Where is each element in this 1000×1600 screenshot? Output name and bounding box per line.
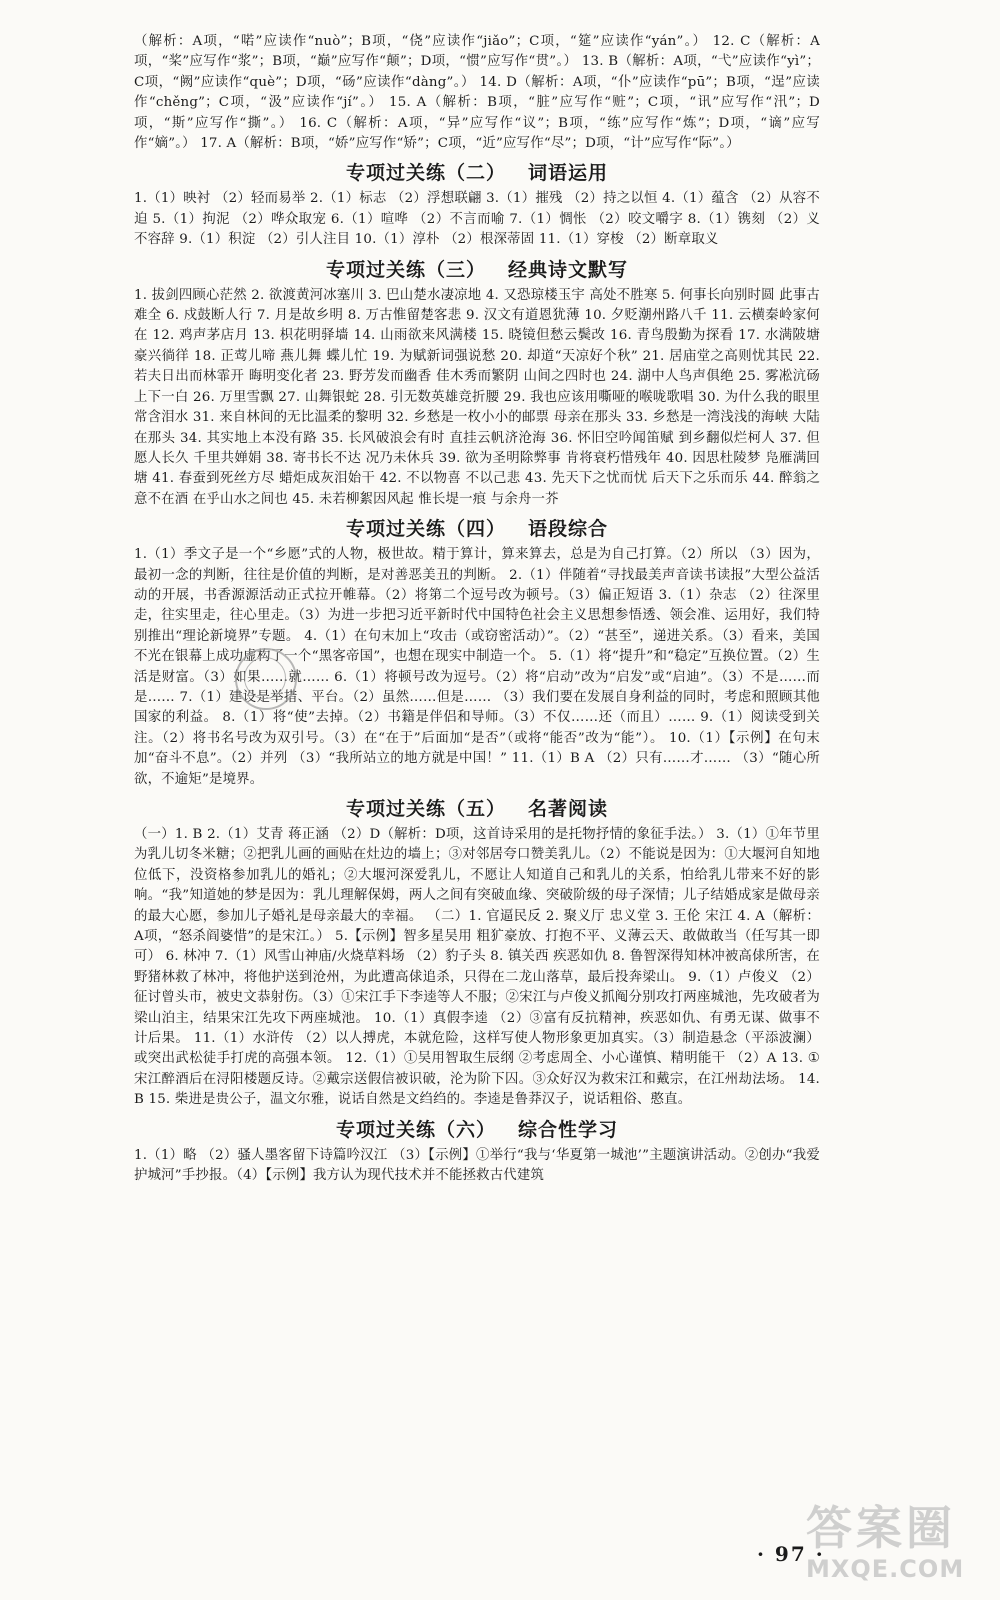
ownership-stamp xyxy=(235,648,297,710)
watermark-domain-text: MXQE.COM xyxy=(806,1555,965,1583)
section-3-text: 1. 拔剑四顾心茫然 2. 欲渡黄河冰塞川 3. 巴山楚水凄凉地 4. 又恐琼楼玉宇 高处不胜寒 5. 何事长向别时圆 此事古难全 6. 戍鼓断人行 7. 月是故乡明 8. 万古惟留楚客悲 9. 汉文有道恩犹薄 10. 夕贬潮州路八千 11. 云横秦岭家何在 12. 鸡声茅店月 13. 枳花明驿墙 14. 山雨欲来风满楼 15. 晓镜但愁云鬓改 16. 青鸟殷勤为探看 17. 水满陂塘 豪兴徜徉 18. 正莺儿啼 燕儿舞 蝶儿忙 19. 为赋新词强说愁 20. 却道“天凉好个秋” 21. 居庙堂之高则忧其民 22. 若夫日出而林霏开 晦明变化者 23. 野芳发而幽香 佳木秀而繁阴 山间之四时也 24. 湖中人鸟声俱绝 25. 雾凇沆砀 上下一白 26. 万里雪飘 27. 山舞银蛇 28. 引无数英雄竞折腰 29. 我也应该用嘶哑的喉咙歌唱 30. 为什么我的眼里常含泪水 31. 来自林间的无比温柔的黎明 32. 乡愁是一枚小小的邮票 母亲在那头 33. 乡愁是一湾浅浅的海峡 大陆在那头 34. 其实地上本没有路 35. 长风破浪会有时 直挂云帆济沧海 36. 怀旧空吟闻笛赋 到乡翻似烂柯人 37. 但愿人长久 千里共婵娟 38. 寄书长不达 况乃未休兵 39. 欲为圣明除弊事 肯将衰朽惜残年 40. 因思杜陵梦 凫雁满回塘 41. 春蚕到死丝方尽 蜡炬成灰泪始干 42. 不以物喜 不以己悲 43. 先天下之忧而忧 后天下之乐而乐 44. 醉翁之意不在酒 在乎山水之间也 45. 未若柳絮因风起 惟长堤一痕 与余舟一芥 xyxy=(134,287,820,507)
site-watermark xyxy=(806,1502,984,1594)
section-4-title-main: 专项过关练（四） xyxy=(345,518,506,541)
section-2-title xyxy=(134,160,820,186)
section-2-text: 1.（1）映衬 （2）轻而易举 2.（1）标志 （2）浮想联翩 3.（1）摧残 （2）持之以恒 4.（1）蕴含 （2）从容不迫 5.（1）拘泥 （2）哗众取宠 6.（1）喧哗 （2）不言而喻 7.（1）惆怅 （2）咬文嚼字 8.（1）镌刻 （2）义不容辞 9.（1）积淀 （2）引人注目 10.（1）淳朴 （2）根深蒂固 11.（1）穿梭 （2）断章取义 xyxy=(134,191,820,248)
watermark-logo-text: 答案圈 xyxy=(806,1501,956,1555)
section-4-title xyxy=(134,516,820,542)
section-4-title-sub: 语段综合 xyxy=(528,518,609,541)
section-3-title-sub: 经典诗文默写 xyxy=(508,258,629,281)
section-4-text: 1.（1）季文子是一个“乡愿”式的人物，极世故。精于算计，算来算去，总是为自己打算。（2）所以 （3）因为，最初一念的判断，往往是价值的判断，是对善恶美丑的判断。 2.（1）伴随着“寻找最美声音读书读报”大型公益活动的开展，书香源源活动正式拉开帷幕。（2）将第二个逗号改为顿号。（3）偏正短语 3.（1）杂志 （2）往深里走，往实里走，往心里走。（3）为进一步把习近平新时代中国特色社会主义思想参悟透、领会准、运用好，我们特别推出“理论新境界”专题。 4.（1）在句末加上“攻击（或窃密活动）”。（2）“甚至”，递进关系。（3）看来，美国不光在银幕上成功虚构了一个“黑客帝国”，也想在现实中制造一个。 5.（1）将“提升”和“稳定”互换位置。（2）生活是财富。（3）如果……就…… 6.（1）将顿号改为逗号。（2）将“启动”改为“启发”或“启迪”。（3）不是……而是…… 7.（1）建设是举措、平台。（2）虽然……但是…… （3）我们要在发展自身利益的同时，考虑和照顾其他国家的利益。 8.（1）将“使”去掉。（2）书籍是伴侣和导师。（3）不仅……还（而且）…… 9.（1）阅读受到关注。（2）将书名号改为双引号。（3）在“在于”后面加“是否”（或将“能否”改为“能”）。 10.（1）【示例】在句末加“奋斗不息”。（2）并列 （3）“我所站立的地方就是中国！” 11.（1）B A （2）只有……才…… （3）“随心所欲，不逾矩”是境界。 xyxy=(134,547,820,787)
section-intro-text: （解析：A项，“喏”应读作“nuò”；B项，“侥”应读作“jiǎo”；C项，“筵”应读作“yán”。） 12. C（解析：A项，“桨”应写作“浆”；B项，“巅”应写作“颠”；D项，“惯”应写作“贯”。） 13. B（解析：A项，“弋”应读作“yì”；C项，“阙”应读作“què”；D项，“砀”应读作“dàng”。） 14. D（解析：A项，“仆”应读作“pū”；B项，“逞”应读作“chěng”；C项，“汲”应读作“jí”。） 15. A（解析：B项，“脏”应写作“赃”；C项，“讯”应写作“汛”；D项，“斯”应写作“撕”。） 16. C（解析：A项，“异”应写作“议”；B项，“练”应写作“炼”；D项，“谪”应写作“嫡”。） 17. A（解析：B项，“娇”应写作“矫”；C项，“近”应写作“尽”；D项，“计”应写作“际”。） xyxy=(134,34,820,152)
page-number: · 97 · xyxy=(757,1542,825,1566)
section-6-text: 1.（1）略 （2）骚人墨客留下诗篇吟汉江 （3）【示例】①举行“我与‘华夏第一城池’”主题演讲活动。②创办“我爱护城河”手抄报。（4）【示例】我方认为现代技术并不能拯救古代建筑 xyxy=(134,1147,820,1184)
section-2-title-sub: 词语运用 xyxy=(528,162,609,185)
section-6-title xyxy=(134,1117,820,1143)
section-5-title xyxy=(134,796,820,822)
section-6-title-sub: 综合性学习 xyxy=(518,1118,619,1141)
section-5-text: （一）1. B 2.（1）艾青 蒋正涵 （2）D（解析：D项，这首诗采用的是托物抒情的象征手法。） 3.（1）①年节里为乳儿切冬米糖；②把乳儿画的画贴在灶边的墙上；③对邻居夸口赞美乳儿。（2）不能说是因为：①大堰河自知地位低下，没资格参加乳儿的婚礼；②大堰河深爱乳儿，不愿让人知道自己和乳儿的关系，怕给乳儿带来不好的影响。“我”知道她的梦是因为：乳儿理解保姆，两人之间有突破血缘、突破阶级的母子深情；儿子结婚成家是做母亲的最大心愿，参加儿子婚礼是母亲最大的幸福。 （二）1. 官逼民反 2. 聚义厅 忠义堂 3. 王伦 宋江 4. A（解析：A项，“怒杀阎婆惜”的是宋江。） 5.【示例】智多星吴用 粗犷豪放、打抱不平、义薄云天、敢做敢当（任写其一即可） 6. 林冲 7.（1）风雪山神庙/火烧草料场 （2）豹子头 8. 镇关西 疾恶如仇 8. 鲁智深得知林冲被高俅所害，在野猪林救了林冲，将他护送到沧州，为此遭高俅追杀，只得在二龙山落草，最后投奔梁山。 9.（1）卢俊义 （2）征讨曾头市，被史文恭射伤。（3）①宋江手下李逵等人不服；②宋江与卢俊义抓阄分别攻打两座城池，先攻破者为梁山泊主，结果宋江先攻下两座城池。 10.（1）真假李逵 （2）③富有反抗精神，疾恶如仇、有勇无谋、做事不计后果。 11.（1）水浒传 （2）以人搏虎，本就危险，这样写使人物形象更加真实。（3）制造悬念（平添波澜）或突出武松徒手打虎的高强本领。 12.（1）①吴用智取生辰纲 ②考虑周全、小心谨慎、精明能干 （2）A 13. ①宋江醉酒后在浔阳楼题反诗。②戴宗送假信被识破，沦为阶下囚。③众好汉为救宋江和戴宗，在江州劫法场。 14. B 15. 柴进是贵公子，温文尔雅，说话自然是文绉绉的。李逵是鲁莽汉子，说话粗俗、憨直。 xyxy=(134,827,820,1108)
section-2-title-main: 专项过关练（二） xyxy=(345,162,506,185)
section-5-title-sub: 名著阅读 xyxy=(528,798,609,820)
section-3-title-main: 专项过关练（三） xyxy=(325,258,486,281)
section-3-title xyxy=(134,257,820,283)
answer-page xyxy=(134,32,820,1187)
section-6-title-main: 专项过关练（六） xyxy=(335,1118,496,1141)
section-5-title-main: 专项过关练（五） xyxy=(345,798,506,820)
